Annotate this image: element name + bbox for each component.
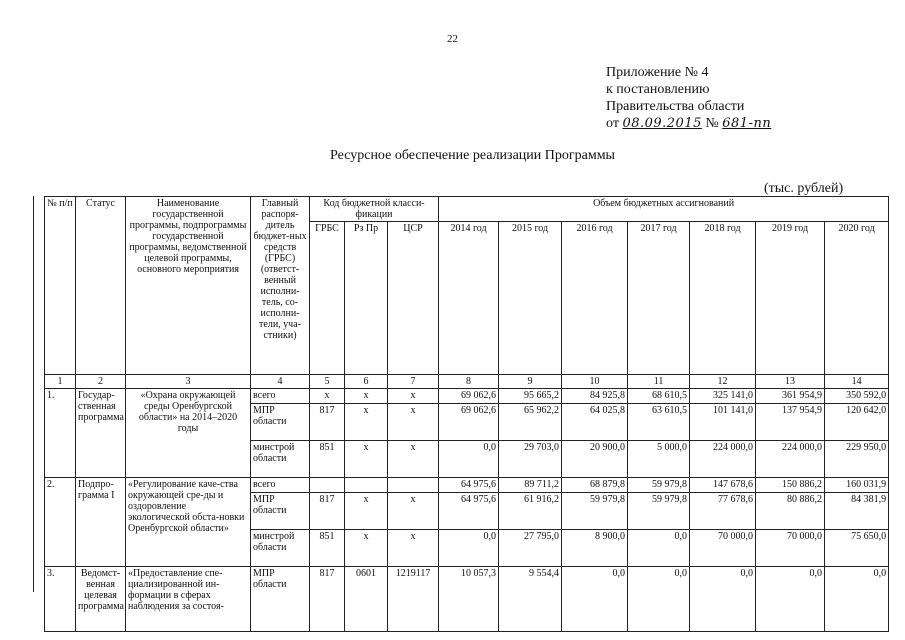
value-2015: 89 711,2 bbox=[499, 478, 562, 493]
row-exec: МПР области bbox=[251, 404, 310, 441]
row-exec: всего bbox=[251, 389, 310, 404]
header-name: Наименование государственной программы, подпрограммы государственной программы, ведомственной целевой программы, основного мероприятия bbox=[126, 197, 251, 375]
row-csr: х bbox=[388, 530, 439, 567]
header-2019: 2019 год bbox=[756, 222, 825, 375]
row-exec: минстрой области bbox=[251, 530, 310, 567]
appendix-block bbox=[606, 64, 771, 132]
header-2018: 2018 год bbox=[690, 222, 756, 375]
value-2019: 224 000,0 bbox=[756, 441, 825, 478]
table-row bbox=[45, 478, 889, 493]
col-number: 14 bbox=[825, 375, 889, 389]
value-2019: 361 954,9 bbox=[756, 389, 825, 404]
value-2018: 70 000,0 bbox=[690, 530, 756, 567]
table-row bbox=[45, 567, 889, 632]
value-2020: 350 592,0 bbox=[825, 389, 889, 404]
value-2018: 224 000,0 bbox=[690, 441, 756, 478]
header-csr: ЦСР bbox=[388, 222, 439, 375]
row-rzpr: х bbox=[345, 493, 388, 530]
row-csr: х bbox=[388, 389, 439, 404]
row-rzpr: х bbox=[345, 530, 388, 567]
value-2016: 0,0 bbox=[562, 567, 628, 632]
row-exec: МПР области bbox=[251, 567, 310, 632]
left-margin-line bbox=[33, 196, 34, 592]
col-number: 6 bbox=[345, 375, 388, 389]
value-2016: 68 879,8 bbox=[562, 478, 628, 493]
value-2014: 69 062,6 bbox=[439, 389, 499, 404]
row-csr: 1219117 bbox=[388, 567, 439, 632]
value-2018: 0,0 bbox=[690, 567, 756, 632]
appendix-line-1: Приложение № 4 bbox=[606, 65, 709, 80]
handwritten-number: 681-пп bbox=[722, 116, 772, 131]
value-2020: 120 642,0 bbox=[825, 404, 889, 441]
row-status: Государ-ственная программа bbox=[76, 389, 126, 478]
row-rzpr: х bbox=[345, 404, 388, 441]
row-grbs: 851 bbox=[310, 530, 345, 567]
resource-table bbox=[44, 196, 889, 632]
header-status: Статус bbox=[76, 197, 126, 375]
row-rzpr bbox=[345, 478, 388, 493]
row-num: 3. bbox=[45, 567, 76, 632]
header-2014: 2014 год bbox=[439, 222, 499, 375]
row-csr: х bbox=[388, 404, 439, 441]
col-number: 3 bbox=[126, 375, 251, 389]
value-2015: 29 703,0 bbox=[499, 441, 562, 478]
value-2014: 64 975,6 bbox=[439, 493, 499, 530]
value-2015: 95 665,2 bbox=[499, 389, 562, 404]
row-grbs: 817 bbox=[310, 567, 345, 632]
value-2020: 160 031,9 bbox=[825, 478, 889, 493]
header-2020: 2020 год bbox=[825, 222, 889, 375]
value-2017: 63 610,5 bbox=[628, 404, 690, 441]
value-2018: 325 141,0 bbox=[690, 389, 756, 404]
table-row bbox=[45, 389, 889, 404]
page-number: 22 bbox=[447, 33, 458, 45]
value-2015: 61 916,2 bbox=[499, 493, 562, 530]
value-2016: 20 900,0 bbox=[562, 441, 628, 478]
value-2014: 10 057,3 bbox=[439, 567, 499, 632]
units-label: (тыс. рублей) bbox=[764, 181, 844, 196]
value-2014: 69 062,6 bbox=[439, 404, 499, 441]
value-2014: 0,0 bbox=[439, 441, 499, 478]
value-2017: 0,0 bbox=[628, 530, 690, 567]
value-2015: 65 962,2 bbox=[499, 404, 562, 441]
col-number: 10 bbox=[562, 375, 628, 389]
row-name: «Регулирование каче-ства окружающей сре-ды и оздоровление экологической обста-новки Оренбургской области» bbox=[126, 478, 251, 567]
row-num: 1. bbox=[45, 389, 76, 478]
header-grbs: ГРБС bbox=[310, 222, 345, 375]
value-2020: 229 950,0 bbox=[825, 441, 889, 478]
handwritten-date: 08.09.2015 bbox=[622, 116, 702, 131]
col-number: 12 bbox=[690, 375, 756, 389]
value-2018: 77 678,6 bbox=[690, 493, 756, 530]
header-2017: 2017 год bbox=[628, 222, 690, 375]
row-rzpr: 0601 bbox=[345, 567, 388, 632]
value-2020: 84 381,9 bbox=[825, 493, 889, 530]
row-csr bbox=[388, 478, 439, 493]
row-rzpr: х bbox=[345, 389, 388, 404]
value-2018: 147 678,6 bbox=[690, 478, 756, 493]
value-2020: 0,0 bbox=[825, 567, 889, 632]
row-grbs: 817 bbox=[310, 493, 345, 530]
value-2020: 75 650,0 bbox=[825, 530, 889, 567]
row-grbs: 817 bbox=[310, 404, 345, 441]
row-status: Ведомст-венная целевая программа bbox=[76, 567, 126, 632]
header-volume: Объем бюджетных ассигнований bbox=[439, 197, 889, 222]
value-2017: 5 000,0 bbox=[628, 441, 690, 478]
column-number-row bbox=[45, 375, 889, 389]
value-2018: 101 141,0 bbox=[690, 404, 756, 441]
row-exec: МПР области bbox=[251, 493, 310, 530]
date-prefix: от bbox=[606, 116, 619, 131]
header-num: № п/п bbox=[45, 197, 76, 375]
row-grbs: х bbox=[310, 389, 345, 404]
col-number: 1 bbox=[45, 375, 76, 389]
header-rzpr: Рз Пр bbox=[345, 222, 388, 375]
value-2017: 59 979,8 bbox=[628, 493, 690, 530]
row-csr: х bbox=[388, 441, 439, 478]
header-grbs-main: Главный распоря-дитель бюджет-ных средств (ГРБС) (ответст-венный исполни-тель, со-исполни-тели, уча-стники) bbox=[251, 197, 310, 375]
row-rzpr: х bbox=[345, 441, 388, 478]
col-number: 7 bbox=[388, 375, 439, 389]
row-name: «Охрана окружающей среды Оренбургской области» на 2014–2020 годы bbox=[126, 389, 251, 478]
value-2016: 64 025,8 bbox=[562, 404, 628, 441]
header-row-1 bbox=[45, 197, 889, 222]
row-grbs: 851 bbox=[310, 441, 345, 478]
row-name: «Предоставление спе-циализированной ин-формации в сферах наблюдения за состоя- bbox=[126, 567, 251, 632]
col-number: 5 bbox=[310, 375, 345, 389]
value-2019: 150 886,2 bbox=[756, 478, 825, 493]
col-number: 4 bbox=[251, 375, 310, 389]
value-2016: 84 925,8 bbox=[562, 389, 628, 404]
col-number: 8 bbox=[439, 375, 499, 389]
col-number: 9 bbox=[499, 375, 562, 389]
document-title: Ресурсное обеспечение реализации Программы bbox=[330, 148, 615, 163]
header-2015: 2015 год bbox=[499, 222, 562, 375]
value-2014: 64 975,6 bbox=[439, 478, 499, 493]
value-2016: 8 900,0 bbox=[562, 530, 628, 567]
col-number: 2 bbox=[76, 375, 126, 389]
value-2017: 68 610,5 bbox=[628, 389, 690, 404]
header-code: Код бюджетной класси-фикации bbox=[310, 197, 439, 222]
row-num: 2. bbox=[45, 478, 76, 567]
value-2016: 59 979,8 bbox=[562, 493, 628, 530]
row-csr: х bbox=[388, 493, 439, 530]
value-2019: 70 000,0 bbox=[756, 530, 825, 567]
value-2017: 59 979,8 bbox=[628, 478, 690, 493]
value-2015: 9 554,4 bbox=[499, 567, 562, 632]
value-2014: 0,0 bbox=[439, 530, 499, 567]
value-2019: 80 886,2 bbox=[756, 493, 825, 530]
value-2019: 0,0 bbox=[756, 567, 825, 632]
appendix-line-2: к постановлению bbox=[606, 82, 710, 97]
row-exec: всего bbox=[251, 478, 310, 493]
number-prefix: № bbox=[705, 116, 719, 131]
row-exec: минстрой области bbox=[251, 441, 310, 478]
row-status: Подпро-грамма I bbox=[76, 478, 126, 567]
appendix-line-4 bbox=[606, 115, 771, 132]
appendix-line-3: Правительства области bbox=[606, 99, 745, 114]
value-2017: 0,0 bbox=[628, 567, 690, 632]
row-grbs bbox=[310, 478, 345, 493]
col-number: 11 bbox=[628, 375, 690, 389]
header-2016: 2016 год bbox=[562, 222, 628, 375]
value-2019: 137 954,9 bbox=[756, 404, 825, 441]
value-2015: 27 795,0 bbox=[499, 530, 562, 567]
col-number: 13 bbox=[756, 375, 825, 389]
